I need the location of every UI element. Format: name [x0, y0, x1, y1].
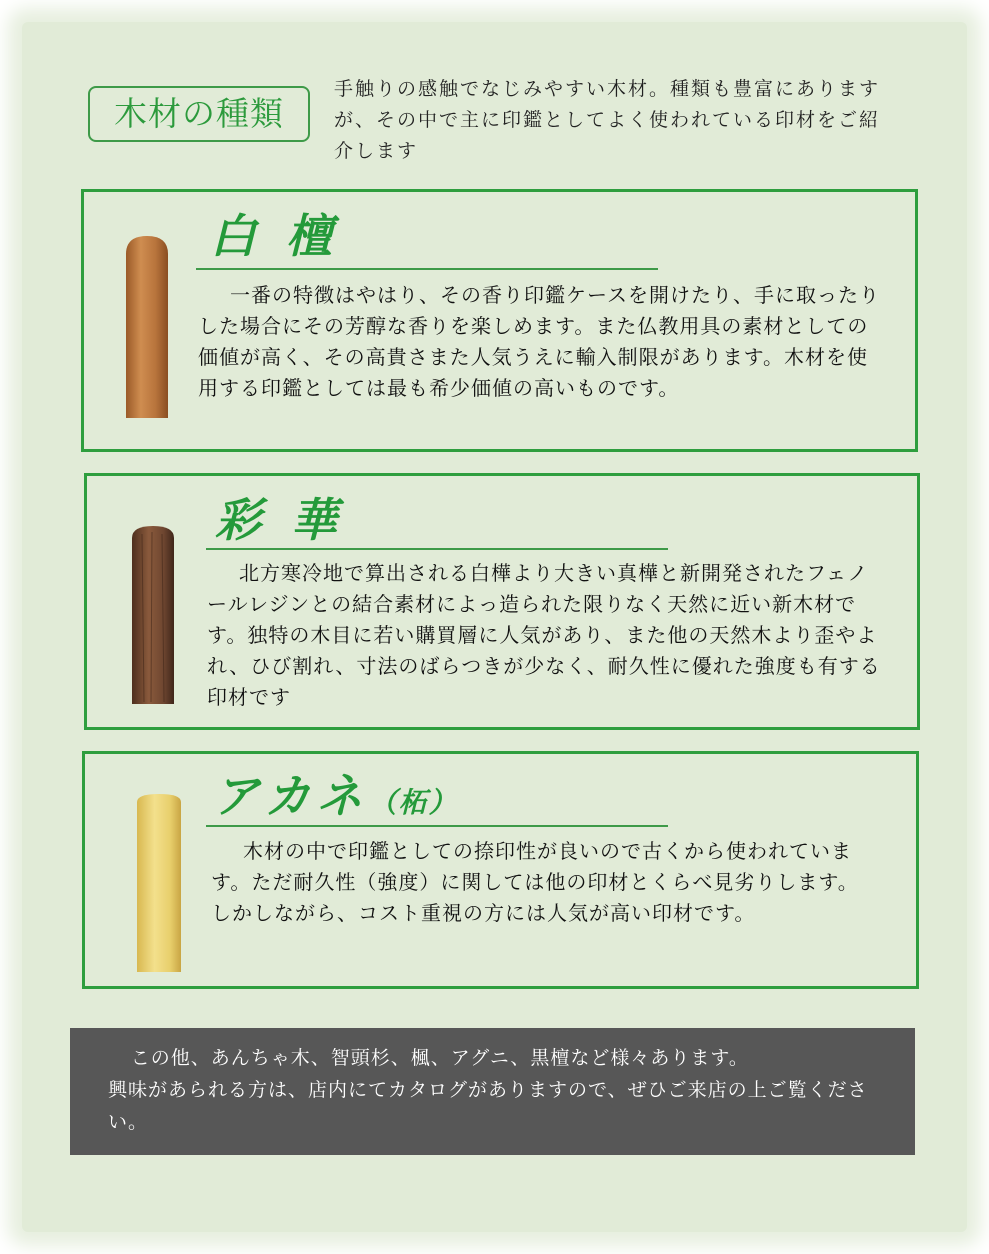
card-title: 白檀 [210, 209, 362, 263]
card-title: 彩華 [215, 493, 367, 547]
card-description: 一番の特徴はやはり、その香り印鑑ケースを開けたり、手に取ったりした場合にその芳醇な香りを楽しめます。また仏教用具の素材としての価値が高く、その高貴さまた人気うえに輸入制限があります。木材を使用する印鑑としては最も希少価値の高いものです。 [198, 283, 880, 400]
card-description: 北方寒冷地で算出される白樺より大きい真樺と新開発されたフェノールレジンとの結合素材によっ造られた限りなく天然に近い新木材です。独特の木目に若い購買層に人気があり、また他の天然木より歪やよれ、ひび割れ、寸法のばらつきが少なく、耐久性に優れた強度も有する印材です [207, 561, 881, 709]
title-underline [206, 548, 668, 550]
intro-text: 手触りの感触でなじみやすい木材。種類も豊富にありますが、その中で主に印鑑としてよく使われている印材をご紹介します [334, 78, 881, 162]
card-title-main: アカネ [213, 769, 369, 823]
note-box [70, 1028, 915, 1155]
card-byakudan [81, 189, 918, 452]
section-badge: 木材の種類 [88, 86, 310, 142]
card-saika [84, 473, 920, 730]
card-title [213, 768, 459, 831]
card-title-suffix: （柘） [368, 786, 459, 819]
note-line-1: この他、あんちゃ木、智頭杉、楓、アグニ、黒檀など様々あります。 [130, 1047, 749, 1069]
title-underline [196, 268, 658, 270]
title-underline [206, 825, 668, 827]
stamp-image-akane [135, 792, 183, 974]
stamp-image-byakudan [124, 234, 170, 420]
card-description: 木材の中で印鑑としての捺印性が良いので古くから使われています。ただ耐久性（強度）に関しては他の印材とくらべ見劣りします。しかしながら、コスト重視の方には人気が高い印材です。 [211, 839, 859, 925]
card-akane [82, 751, 919, 989]
stamp-image-saika [130, 524, 176, 706]
note-line-2: 興味があられる方は、店内にてカタログがありますので、ぜひご来店の上ご覧ください。 [108, 1079, 868, 1133]
